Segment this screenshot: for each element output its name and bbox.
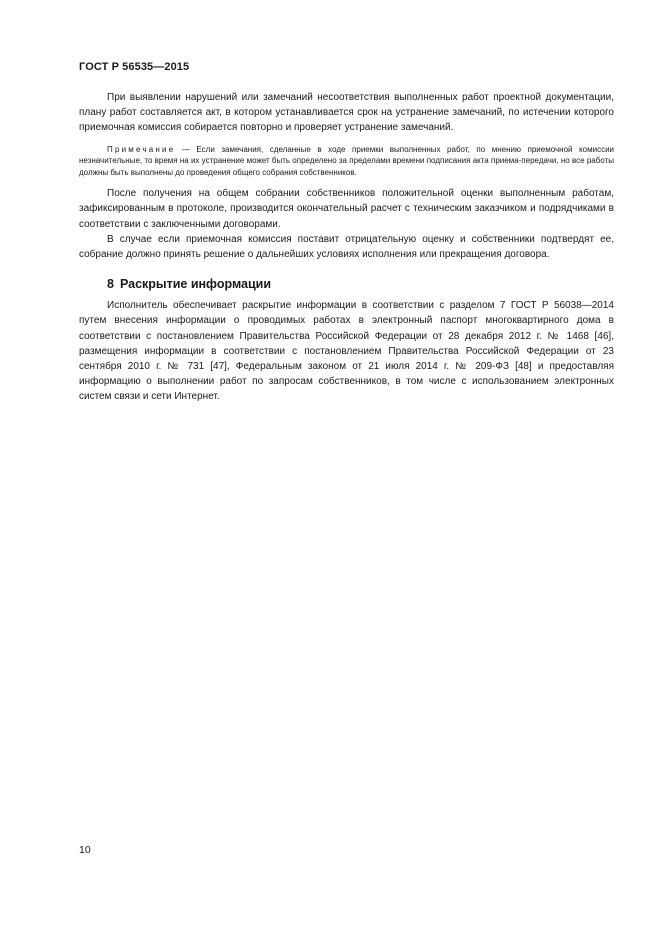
paragraph-defects-act: При выявлении нарушений или замечаний несоответствия выполненных работ проектной документации, плану работ составляется акт, в котором устанавливается срок на устранение замечаний, по истечении которого приемочная комиссия собирается повторно и проверяет устранение замечаний. xyxy=(79,92,614,134)
page-content xyxy=(79,90,614,405)
section-title: Раскрытие информации xyxy=(119,277,272,292)
note-paragraph xyxy=(79,144,614,179)
section-heading xyxy=(79,277,614,291)
page-number: 10 xyxy=(79,844,91,856)
paragraph-final-settlement: После получения на общем собрании собственников положительной оценки выполненным работам, зафиксированным в протоколе, производится окончательный расчет с техническим заказчиком и подрядчиками в соответствии с заключенными договорами. xyxy=(79,188,614,230)
note-text: — Если замечания, сделанные в ходе приемки выполненных работ, по мнению приемочной комиссии незначительные, то время на их устранение может быть определено за пределами времени подписания акта приема-передачи, но все работы должны быть выполнены до проведения общего собрания собственников. xyxy=(79,144,614,177)
paragraph-negative-assessment: В случае если приемочная комиссия поставит отрицательную оценку и собственники подтвердят ее, собрание должно принять решение о дальнейших условиях исполнения или прекращения договора. xyxy=(79,233,614,260)
note-label: Примечание xyxy=(107,144,176,154)
standard-header: ГОСТ Р 56535—2015 xyxy=(79,61,190,73)
section-number: 8 xyxy=(107,277,114,292)
paragraph-information-disclosure: Исполнитель обеспечивает раскрытие информации в соответствии с разделом 7 ГОСТ Р 56038—2014 путем внесения информации о проводимых работах в электронный паспорт многоквартирного дома в соответствии с постановлением Правительства Российской Федерации от 28 декабря 2012 г. № 1468 [46], размещения информации в соответствии с постановлением Правительства Российской Федерации от 23 сентября 2010 г. № 731 [47], Федеральным законом от 21 июля 2014 г. № 209-ФЗ [48] и предоставляя информацию о выполнении работ по запросам собственников, в том числе с использованием электронных систем связи и сети Интернет. xyxy=(79,300,614,403)
